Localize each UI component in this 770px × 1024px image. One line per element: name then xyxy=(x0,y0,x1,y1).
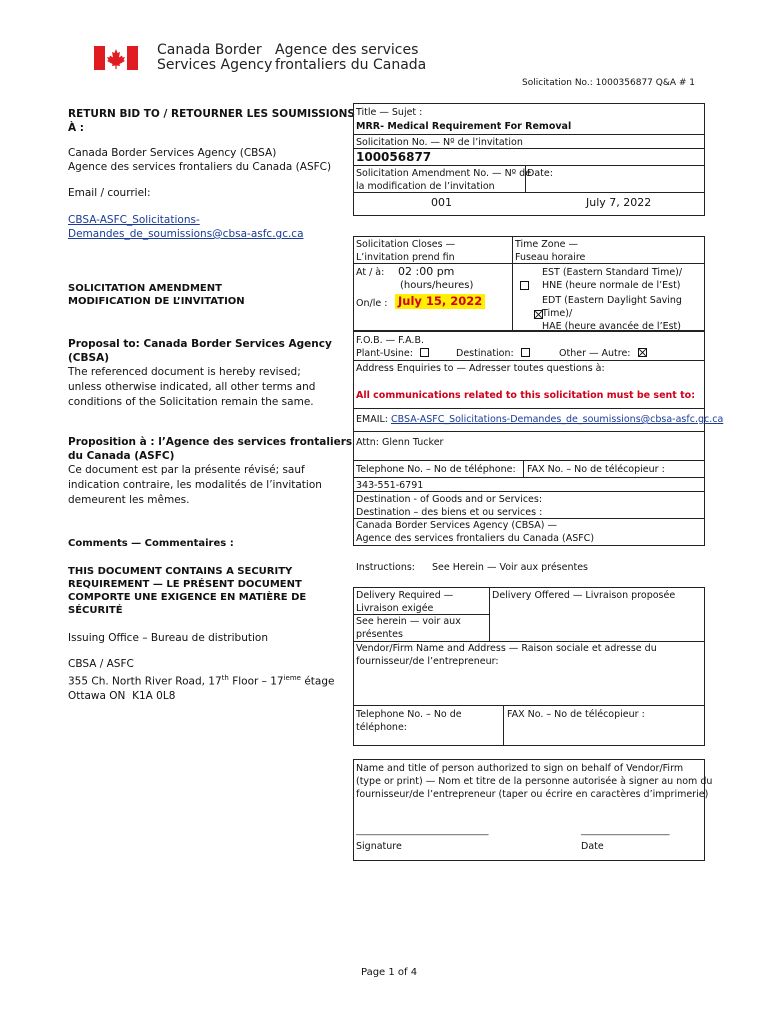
issuing-office-address xyxy=(68,657,334,703)
destination-checkbox[interactable] xyxy=(521,348,530,357)
security-line3: COMPORTE UNE EXIGENCE EN MATIÈRE DE xyxy=(68,592,307,603)
closing-time-unit: (hours/heures) xyxy=(400,280,474,291)
office-name: CBSA / ASFC xyxy=(68,658,134,670)
agency-name-fr-line1: Agence des services xyxy=(275,42,419,58)
telephone-label: Telephone No. – No de téléphone: xyxy=(356,464,516,475)
telephone-value: 343-551-6791 xyxy=(356,480,424,491)
divider xyxy=(353,134,705,135)
est-line2: HNE (heure normale de l’Est) xyxy=(542,280,681,291)
issuing-office-label: Issuing Office – Bureau de distribution xyxy=(68,632,268,644)
edt-line3: HAE (heure avancée de l’Est) xyxy=(542,321,681,332)
return-bid-line1: RETURN BID TO / RETOURNER LES SOUMISSIONS xyxy=(68,108,355,120)
destination-of-goods xyxy=(356,493,542,519)
office-street-sup2: ieme xyxy=(283,674,301,682)
security-line1: THIS DOCUMENT CONTAINS A SECURITY xyxy=(68,566,293,577)
fob-other-option xyxy=(559,347,647,360)
divider xyxy=(503,705,504,746)
divider xyxy=(489,587,490,641)
fob-options xyxy=(356,347,429,360)
office-street xyxy=(68,671,334,689)
time-zone-label-line2: Fuseau horaire xyxy=(515,252,586,263)
closing-date: July 15, 2022 xyxy=(395,294,485,309)
proposal-block xyxy=(68,337,332,410)
comments-heading: Comments — Commentaires : xyxy=(68,538,234,549)
proposal-body-line1: The referenced document is hereby revised; xyxy=(68,366,301,378)
destination-line1: Destination - of Goods and or Services: xyxy=(356,494,543,505)
closing-time-value: 02 :00 pm xyxy=(398,265,455,278)
destination-label: Destination: xyxy=(456,348,514,359)
signatory-instructions xyxy=(356,762,712,801)
date-value: July 7, 2022 xyxy=(586,196,652,209)
edt-line2: Time)/ xyxy=(542,308,573,319)
attention-name: Attn: Glenn Tucker xyxy=(356,437,444,448)
time-zone-label-line1: Time Zone — xyxy=(515,239,578,250)
agency-name-en-line2: Services Agency xyxy=(157,57,273,73)
edt-line1: EDT (Eastern Daylight Saving xyxy=(542,295,682,306)
instructions-value: See Herein — Voir aux présentes xyxy=(432,562,588,573)
amendment-no-label-line1: Solicitation Amendment No. — Nº de xyxy=(356,168,532,179)
proposition-body-line2: indication contraire, les modalités de l’invitation xyxy=(68,479,322,491)
return-bid-heading xyxy=(68,107,355,135)
return-agency-en: Canada Border Services Agency (CBSA) xyxy=(68,147,277,159)
amendment-heading-en: SOLICITATION AMENDMENT xyxy=(68,283,222,294)
proposition-heading-line2: du Canada (ASFC) xyxy=(68,450,175,462)
vendor-telephone-line2: téléphone: xyxy=(356,722,407,733)
vendor-name-address xyxy=(356,642,657,668)
office-street-c: étage xyxy=(301,675,335,688)
vendor-telephone-label xyxy=(356,708,462,734)
solicitation-reference: Solicitation No.: 1000356877 Q&A # 1 xyxy=(522,78,696,88)
divider xyxy=(353,431,705,432)
divider xyxy=(512,263,705,264)
amendment-no-label xyxy=(356,167,531,193)
amendment-heading-fr: MODIFICATION DE L’INVITATION xyxy=(68,296,245,307)
est-line1: EST (Eastern Standard Time)/ xyxy=(542,267,683,278)
email-label: Email / courriel: xyxy=(68,187,151,199)
signatory-line3: fournisseur/de l’entrepreneur (taper ou écrire en caractères d’imprimerie) xyxy=(356,789,709,800)
communications-notice: All communications related to this solicitation must be sent to: xyxy=(356,390,696,401)
closes-label-line2: L’invitation prend fin xyxy=(356,252,455,263)
fob-label: F.O.B. — F.A.B. xyxy=(356,335,424,346)
divider xyxy=(525,165,526,192)
time-zone-label xyxy=(515,238,585,264)
delivery-required-value-line2: présentes xyxy=(356,629,403,640)
est-option-label xyxy=(542,266,682,292)
proposition-body-line3: demeurent les mêmes. xyxy=(68,494,190,506)
date-underline: ______________________ xyxy=(581,826,669,836)
destination-agency xyxy=(356,519,594,545)
delivery-offered: Delivery Offered — Livraison proposée xyxy=(492,590,676,601)
security-line4: SÉCURITÉ xyxy=(68,605,123,616)
divider xyxy=(353,460,705,461)
enquiries-email-link[interactable]: CBSA-ASFC_Solicitations-Demandes_de_soumissions@cbsa-asfc.gc.ca xyxy=(391,414,724,425)
destination-line2: Destination – des biens et ou services : xyxy=(356,507,543,518)
canada-flag-logo xyxy=(94,46,138,70)
instructions-label: Instructions: xyxy=(356,562,415,573)
signatory-line1: Name and title of person authorized to sign on behalf of Vendor/Firm xyxy=(356,763,684,774)
divider xyxy=(353,148,705,149)
solicitation-no-label: Solicitation No. — Nº de l’invitation xyxy=(356,137,523,148)
agency-name-fr xyxy=(275,43,426,73)
solicitation-no-value: 100056877 xyxy=(356,150,432,164)
return-email-line1: CBSA-ASFC_Solicitations- xyxy=(68,214,200,226)
proposition-block xyxy=(68,435,353,508)
divider xyxy=(353,477,705,478)
agency-name-en xyxy=(157,43,272,73)
fob-destination-option xyxy=(456,347,530,360)
amendment-no-label-line2: la modification de l’invitation xyxy=(356,181,495,192)
return-email-line2: Demandes_de_soumissions@cbsa-asfc.gc.ca xyxy=(68,228,304,240)
delivery-required-line2: Livraison exigée xyxy=(356,603,434,614)
divider xyxy=(512,236,513,331)
proposition-body-line1: Ce document est par la présente révisé; sauf xyxy=(68,464,305,476)
vendor-telephone-line1: Telephone No. – No de xyxy=(356,709,462,720)
divider xyxy=(353,165,705,166)
office-street-b: Floor – 17 xyxy=(228,675,284,688)
return-bid-line2: À : xyxy=(68,122,84,134)
date-label-signature: Date xyxy=(581,841,604,852)
office-street-a: 355 Ch. North River Road, 17 xyxy=(68,675,222,688)
office-street-sup1: th xyxy=(221,674,229,682)
divider xyxy=(353,360,705,361)
delivery-required-value xyxy=(356,615,461,641)
amendment-no-value: 001 xyxy=(431,196,452,209)
signature-underline: _________________________________ xyxy=(356,826,488,836)
enquiries-email-prefix: EMAIL: xyxy=(356,414,392,425)
fax-label: FAX No. – No de télécopieur : xyxy=(527,464,665,475)
other-checkbox-checked[interactable] xyxy=(638,348,647,357)
est-checkbox[interactable] xyxy=(520,281,529,290)
delivery-required-value-line1: See herein — voir aux xyxy=(356,616,461,627)
agency-name-en-line1: Canada Border xyxy=(157,42,262,58)
amendment-heading xyxy=(68,282,245,308)
title-label: Title — Sujet : xyxy=(356,107,423,118)
delivery-required xyxy=(356,589,453,615)
at-label: At / à: xyxy=(356,267,385,278)
divider xyxy=(523,460,524,477)
on-label: On/le : xyxy=(356,298,388,309)
date-label: Date: xyxy=(527,168,553,179)
destination-agency-line1: Canada Border Services Agency (CBSA) — xyxy=(356,520,557,531)
other-label: Other — Autre: xyxy=(559,348,631,359)
proposal-body-line2: unless otherwise indicated, all other terms and xyxy=(68,381,316,393)
vendor-line1: Vendor/Firm Name and Address — Raison sociale et adresse du xyxy=(356,643,657,654)
return-email-link[interactable] xyxy=(68,213,304,241)
divider xyxy=(353,192,705,193)
divider xyxy=(353,491,705,492)
vendor-line2: fournisseur/de l’entrepreneur: xyxy=(356,656,499,667)
edt-option-label xyxy=(542,294,682,333)
office-city: Ottawa ON K1A 0L8 xyxy=(68,689,176,702)
address-enquiries-label: Address Enquiries to — Adresser toutes questions à: xyxy=(356,363,605,374)
destination-agency-line2: Agence des services frontaliers du Canada (ASFC) xyxy=(356,533,595,544)
divider xyxy=(353,263,512,264)
closes-label-line1: Solicitation Closes — xyxy=(356,239,456,250)
proposal-heading-line1: Proposal to: Canada Border Services Agency xyxy=(68,338,332,350)
delivery-required-line1: Delivery Required — xyxy=(356,590,454,601)
vendor-fax-label: FAX No. – No de télécopieur : xyxy=(507,709,645,720)
closing-time xyxy=(398,265,473,293)
enquiries-email xyxy=(356,413,723,426)
plant-checkbox[interactable] xyxy=(420,348,429,357)
proposal-heading-line2: (CBSA) xyxy=(68,352,109,364)
proposition-heading-line1: Proposition à : l’Agence des services frontaliers xyxy=(68,436,353,448)
page-number: Page 1 of 4 xyxy=(361,967,418,978)
return-agency xyxy=(68,146,331,174)
return-agency-fr: Agence des services frontaliers du Canada (ASFC) xyxy=(68,161,332,173)
plant-label: Plant-Usine: xyxy=(356,348,413,359)
proposal-body-line3: conditions of the Solicitation remain the same. xyxy=(68,396,314,408)
title-value: MRR- Medical Requirement For Removal xyxy=(356,121,572,132)
security-line2: REQUIREMENT — LE PRÉSENT DOCUMENT xyxy=(68,579,302,590)
divider xyxy=(353,408,705,409)
divider xyxy=(353,705,705,706)
security-notice xyxy=(68,565,306,617)
closes-label xyxy=(356,238,455,264)
signatory-line2: (type or print) — Nom et titre de la personne autorisée à signer au nom du xyxy=(356,776,713,787)
agency-name-fr-line2: frontaliers du Canada xyxy=(275,57,427,73)
signature-label: Signature xyxy=(356,841,402,852)
